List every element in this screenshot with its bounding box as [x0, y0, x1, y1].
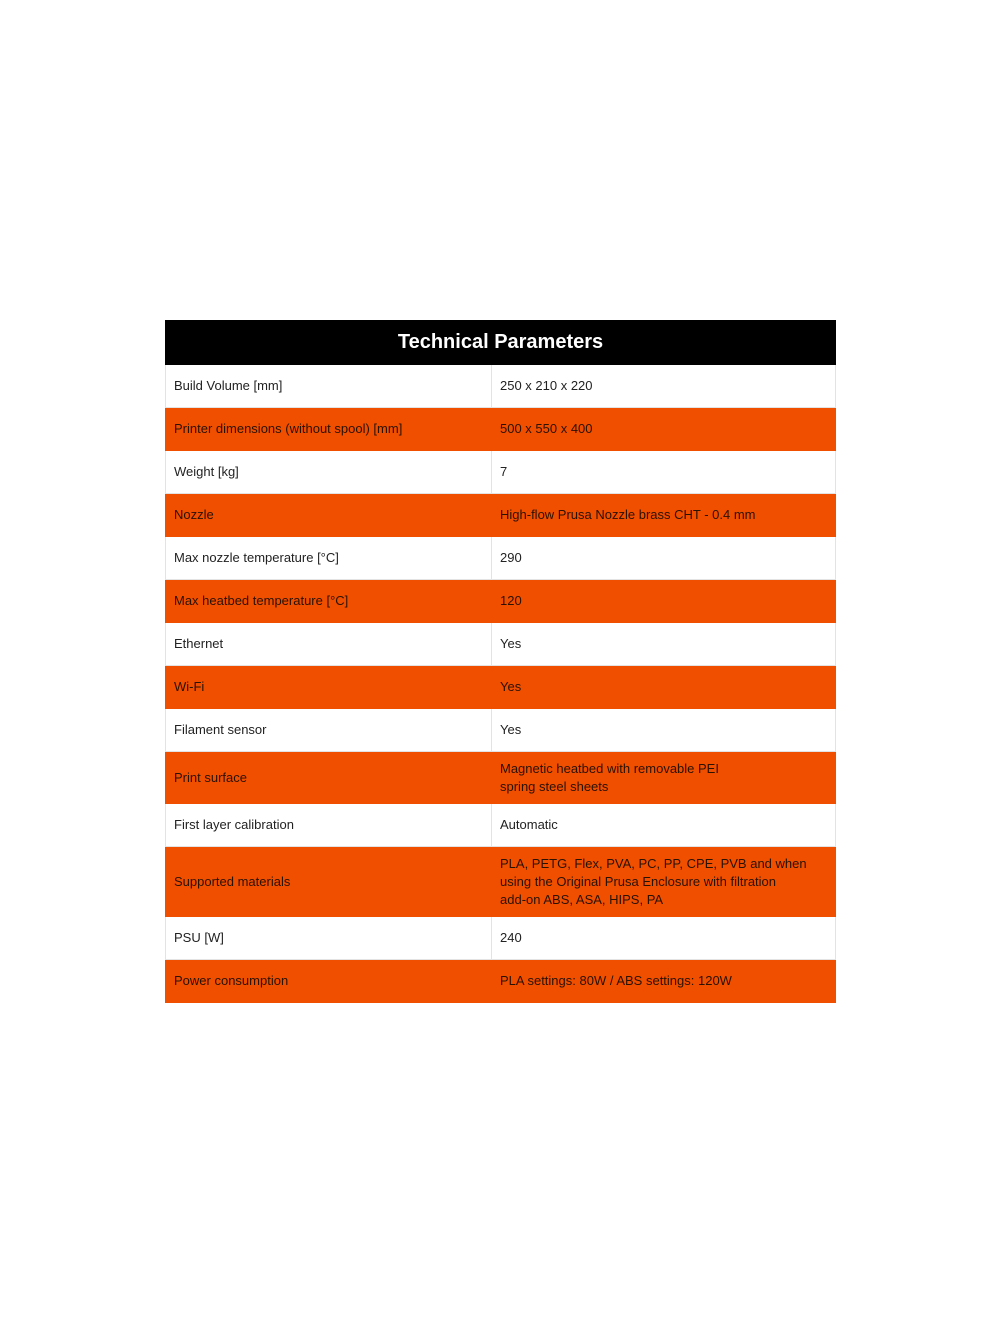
param-value: 250 x 210 x 220	[492, 365, 836, 408]
param-value: 500 x 550 x 400	[492, 408, 836, 451]
table-row	[166, 752, 836, 804]
table-row	[166, 960, 836, 1003]
table-row	[166, 847, 836, 917]
table-header-row	[166, 321, 836, 365]
param-label: Filament sensor	[166, 709, 492, 752]
table-row	[166, 917, 836, 960]
param-label: PSU [W]	[166, 917, 492, 960]
param-label: Ethernet	[166, 623, 492, 666]
table-row	[166, 709, 836, 752]
param-value: 240	[492, 917, 836, 960]
table-row	[166, 666, 836, 709]
param-value: Yes	[492, 709, 836, 752]
param-label: Printer dimensions (without spool) [mm]	[166, 408, 492, 451]
table-row	[166, 408, 836, 451]
param-label: Max heatbed temperature [°C]	[166, 580, 492, 623]
param-value: High-flow Prusa Nozzle brass CHT - 0.4 mm	[492, 494, 836, 537]
param-label: Supported materials	[166, 847, 492, 917]
param-value: 290	[492, 537, 836, 580]
param-value: Yes	[492, 623, 836, 666]
param-value: Automatic	[492, 804, 836, 847]
param-label: Build Volume [mm]	[166, 365, 492, 408]
param-value: PLA, PETG, Flex, PVA, PC, PP, CPE, PVB and when using the Original Prusa Enclosure with filtration add-on ABS, ASA, HIPS, PA	[492, 847, 836, 917]
param-value: 120	[492, 580, 836, 623]
table-row	[166, 451, 836, 494]
technical-parameters-table	[165, 320, 836, 1003]
table-title: Technical Parameters	[166, 321, 836, 365]
param-label: First layer calibration	[166, 804, 492, 847]
table-row	[166, 365, 836, 408]
param-value: Magnetic heatbed with removable PEI spring steel sheets	[492, 752, 836, 804]
param-label: Max nozzle temperature [°C]	[166, 537, 492, 580]
table-row	[166, 623, 836, 666]
table-row	[166, 580, 836, 623]
param-label: Weight [kg]	[166, 451, 492, 494]
param-label: Wi-Fi	[166, 666, 492, 709]
param-value: PLA settings: 80W / ABS settings: 120W	[492, 960, 836, 1003]
param-value: 7	[492, 451, 836, 494]
param-label: Nozzle	[166, 494, 492, 537]
param-value: Yes	[492, 666, 836, 709]
table-row	[166, 494, 836, 537]
param-label: Print surface	[166, 752, 492, 804]
table-row	[166, 537, 836, 580]
table-row	[166, 804, 836, 847]
param-label: Power consumption	[166, 960, 492, 1003]
